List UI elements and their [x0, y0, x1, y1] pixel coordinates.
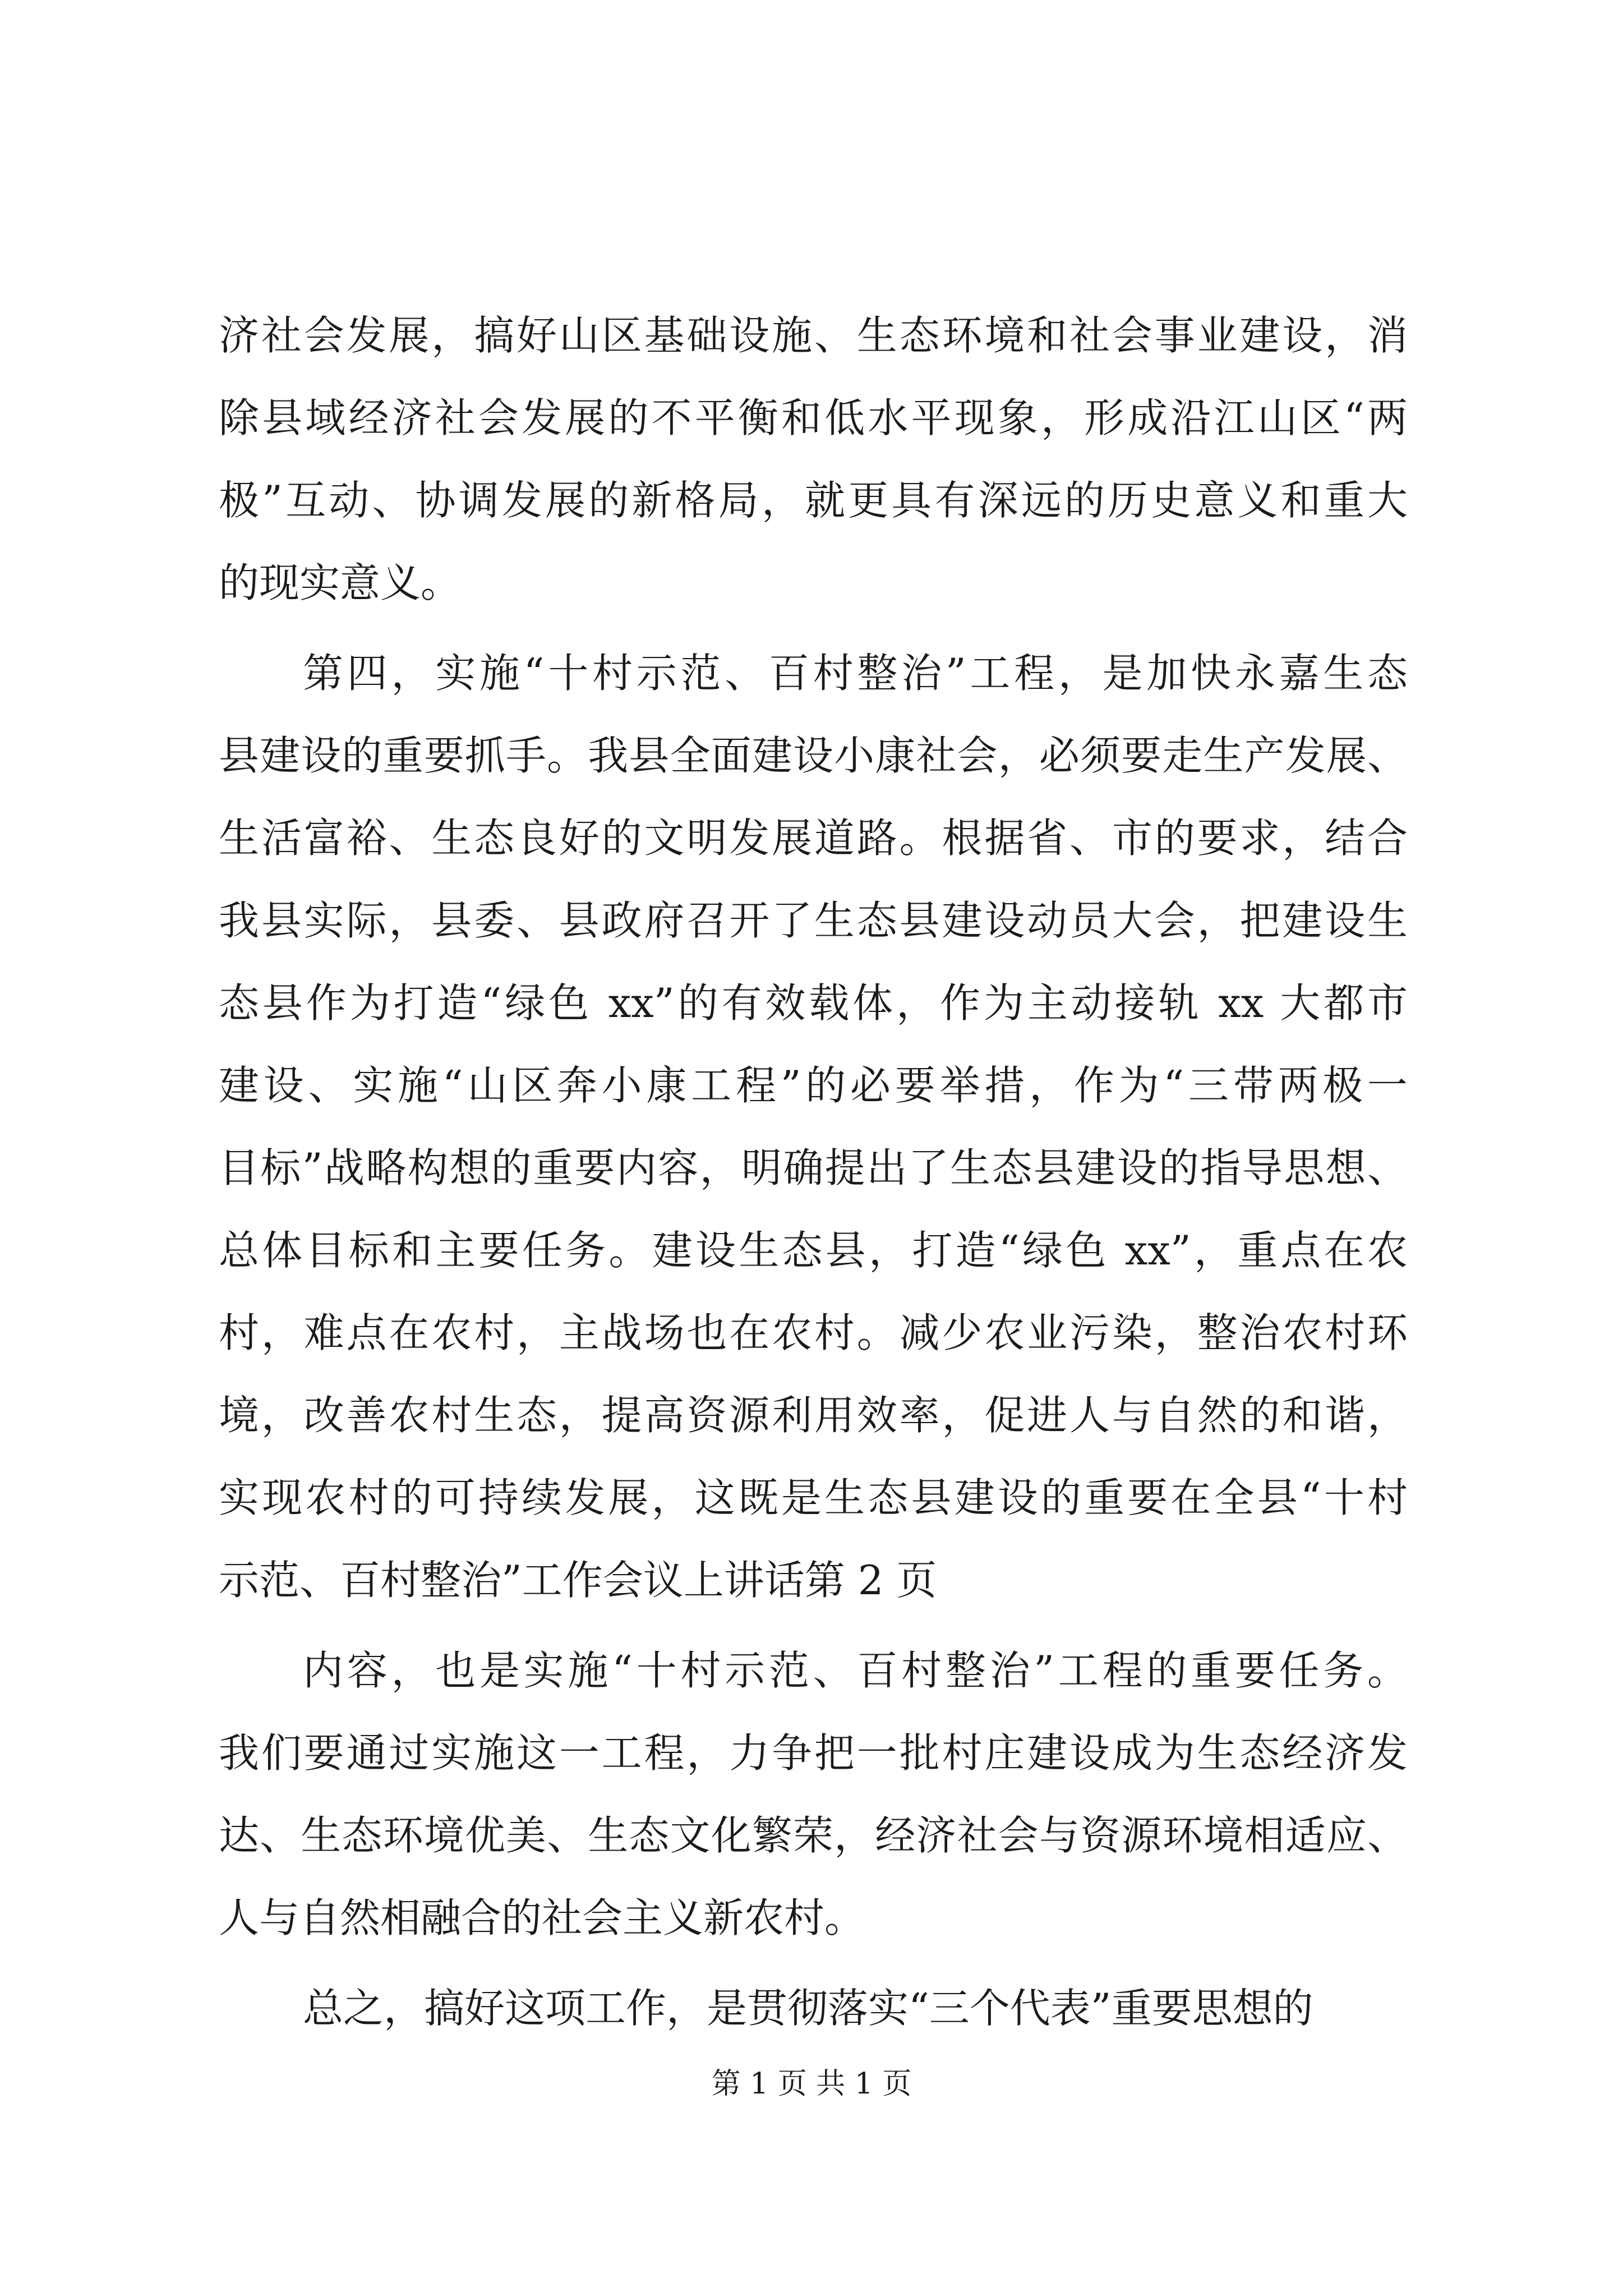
- paragraph-3-line: 内容，也是实施“十村示范、百村整治”工程的重要任务。: [303, 1647, 1408, 1694]
- paragraph-gap: [219, 624, 1408, 632]
- paragraph-2-line: 示范、百村整治”工作会议上讲话第 2 页: [219, 1557, 937, 1604]
- paragraph-3-line: 人与自然相融合的社会主义新农村。: [219, 1894, 865, 1941]
- paragraph-2-line: 村，难点在农村，主战场也在农村。减少农业污染，整治农村环: [219, 1309, 1408, 1356]
- paragraph-2-line: 总体目标和主要任务。建设生态县，打造“绿色 xx”，重点在农: [219, 1227, 1408, 1274]
- paragraph-2-line: 实现农村的可持续发展，这既是生态县建设的重要在全县“十村: [219, 1474, 1408, 1521]
- paragraph-gap: [219, 1622, 1408, 1630]
- paragraph-1-line: 除县域经济社会发展的不平衡和低水平现象，形成沿江山区“两: [219, 394, 1408, 441]
- paragraph-2-line: 目标”战略构想的重要内容，明确提出了生态县建设的指导思想、: [219, 1144, 1408, 1191]
- paragraph-2-line: 我县实际，县委、县政府召开了生态县建设动员大会，把建设生: [219, 897, 1408, 944]
- paragraph-4-line: 总之，搞好这项工作，是贯彻落实“三个代表”重要思想的: [303, 1985, 1313, 2032]
- paragraph-2-line: 生活富裕、生态良好的文明发展道路。根据省、市的要求，结合: [219, 815, 1408, 862]
- paragraph-3-line: 达、生态环境优美、生态文化繁荣，经济社会与资源环境相适应、: [219, 1812, 1408, 1859]
- paragraph-1-line: 极”互动、协调发展的新格局，就更具有深远的历史意义和重大: [219, 477, 1408, 524]
- paragraph-2-line: 建设、实施“山区奔小康工程”的必要举措，作为“三带两极一: [219, 1062, 1408, 1109]
- paragraph-3-line: 我们要通过实施这一工程，力争把一批村庄建设成为生态经济发: [219, 1729, 1408, 1777]
- paragraph-gap: [219, 1959, 1408, 1967]
- paragraph-2-line: 态县作为打造“绿色 xx”的有效载体，作为主动接轨 xx 大都市: [219, 979, 1408, 1027]
- page-footer: 第 1 页 共 1 页: [711, 2067, 912, 2101]
- paragraph-1-line: 济社会发展，搞好山区基础设施、生态环境和社会事业建设，消: [219, 312, 1408, 359]
- document-body: [219, 295, 1408, 2050]
- paragraph-2-line: 第四，实施“十村示范、百村整治”工程，是加快永嘉生态: [303, 650, 1408, 697]
- paragraph-1-line: 的现实意义。: [219, 559, 462, 606]
- paragraph-2-line: 境，改善农村生态，提高资源利用效率，促进人与自然的和谐，: [219, 1392, 1408, 1439]
- paragraph-2-line: 县建设的重要抓手。我县全面建设小康社会，必须要走生产发展、: [219, 732, 1408, 779]
